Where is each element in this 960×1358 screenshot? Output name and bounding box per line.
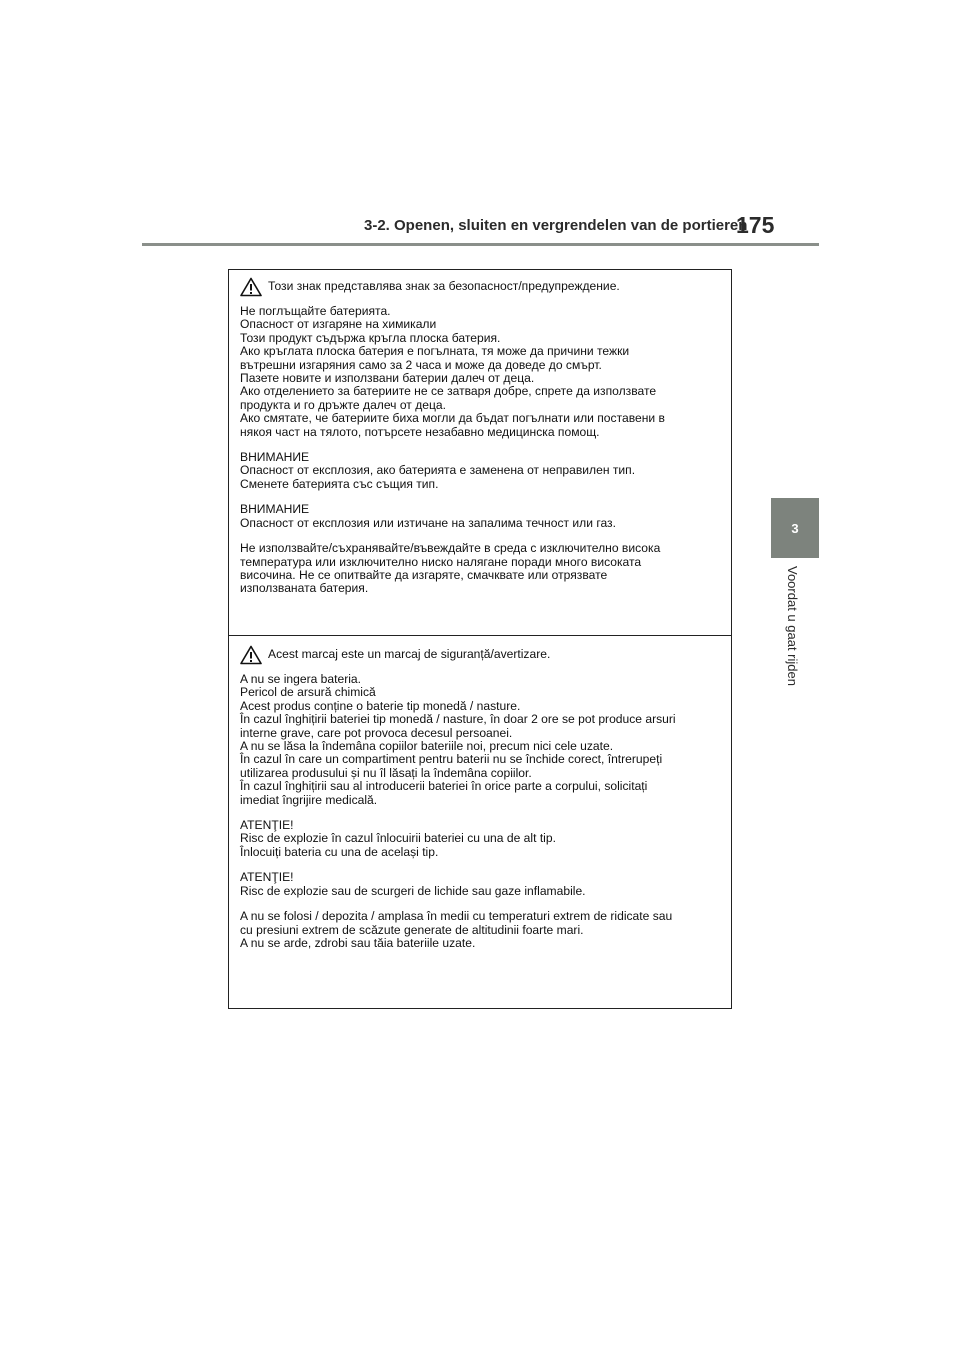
text-line: ATENŢIE!	[240, 818, 294, 833]
text-line: ВНИМАНИЕ	[240, 502, 310, 517]
bulgarian-paragraph-4	[240, 542, 721, 596]
chapter-side-label: Voordat u gaat rijden	[785, 566, 800, 686]
romanian-paragraph-2	[240, 819, 721, 859]
text-line: вътрешни изгаряния само за 2 часа и може да доведе до смърт.	[240, 357, 602, 372]
bulgarian-paragraph-2	[240, 451, 721, 491]
text-line: A nu se ingera bateria.	[240, 672, 362, 686]
text-line: Опасност от експлозия, ако батерията е заменена от неправилен тип.	[240, 463, 636, 478]
text-line: În cazul înghițirii bateriei tip monedă / nasture, în doar 2 ore se pot produce arsuri	[240, 712, 676, 727]
bulgarian-paragraph-3	[240, 503, 721, 530]
bulgarian-warning-header	[240, 278, 721, 295]
romanian-paragraph-1	[240, 673, 721, 807]
text-line: ВНИМАНИЕ	[240, 450, 310, 465]
romanian-warning-section	[240, 646, 721, 962]
page-number: 175	[736, 212, 775, 238]
text-line: Ако отделението за батериите не се затваря добре, спрете да използвате	[240, 384, 657, 399]
text-line: Risc de explozie sau de scurgeri de lichide sau gaze inflamabile.	[240, 883, 586, 898]
text-line: продукта и го дръжте далеч от деца.	[240, 397, 447, 412]
bulgarian-warning-heading: Този знак представлява знак за безопасност/предупреждение.	[268, 278, 620, 293]
bulgarian-warning-section	[240, 278, 721, 608]
text-line: Ако кръглата плоска батерия е погълната, тя може да причини тежки	[240, 344, 630, 359]
text-line: Опасност от изгаряне на химикали	[240, 317, 437, 332]
romanian-paragraph-3	[240, 871, 721, 898]
warning-triangle-icon	[240, 645, 262, 665]
text-line: utilizarea produsului și nu îl lăsați la îndemâna copiilor.	[240, 765, 532, 780]
header-divider	[142, 243, 819, 246]
text-line: Ако смятате, че батериите биха могли да бъдат погълнати или поставени в	[240, 411, 665, 426]
text-line: Pericol de arsură chimică	[240, 685, 376, 700]
text-line: Acest produs conține o baterie tip monedă / nasture.	[240, 698, 521, 713]
text-line: În cazul înghițirii sau al introducerii bateriei în orice parte a corpului, solicitați	[240, 779, 648, 794]
text-line: interne grave, care pot provoca decesul persoanei.	[240, 725, 513, 740]
text-line: Пазете новите и използвани батерии далеч от деца.	[240, 371, 535, 386]
warning-box	[228, 269, 732, 1009]
text-line: използваната батерия.	[240, 581, 369, 596]
text-line: În cazul în care un compartiment pentru baterii nu se închide corect, întrerupeți	[240, 752, 663, 767]
language-divider	[229, 635, 731, 636]
text-line: Опасност от експлозия или изтичане на запалима течност или газ.	[240, 515, 616, 530]
text-line: A nu se lăsa la îndemâna copiilor bateriile noi, precum nici cele uzate.	[240, 739, 614, 754]
text-line: Не използвайте/съхранявайте/въвеждайте в среда с изключително висока	[240, 541, 661, 556]
bulgarian-paragraph-1	[240, 305, 721, 439]
text-line: Не поглъщайте батерията.	[240, 304, 391, 318]
text-line: Risc de explozie în cazul înlocuirii bateriei cu una de alt tip.	[240, 831, 556, 846]
text-line: A nu se folosi / depozita / amplasa în medii cu temperaturi extrem de ridicate sau	[240, 909, 673, 924]
chapter-tab	[771, 498, 819, 558]
section-title: 3-2. Openen, sluiten en vergrendelen van de portieren	[364, 217, 748, 234]
warning-triangle-icon	[240, 277, 262, 297]
text-line: температура или изключително ниско налягане поради много високата	[240, 554, 642, 569]
chapter-number: 3	[791, 520, 799, 536]
text-line: ATENŢIE!	[240, 870, 294, 885]
romanian-warning-heading: Acest marcaj este un marcaj de siguranță/avertizare.	[268, 646, 551, 661]
text-line: imediat îngrijire medicală.	[240, 792, 378, 807]
text-line: някоя част на тялото, потърсете незабавно медицинска помощ.	[240, 424, 600, 439]
text-line: Înlocuiți bateria cu una de același tip.	[240, 844, 439, 859]
text-line: A nu se arde, zdrobi sau tăia bateriile uzate.	[240, 935, 476, 950]
romanian-warning-header	[240, 646, 721, 663]
text-line: cu presiuni extrem de scăzute generate de altitudinii foarte mari.	[240, 922, 584, 937]
text-line: Този продукт съдържа кръгла плоска батерия.	[240, 330, 501, 345]
romanian-paragraph-4	[240, 910, 721, 950]
text-line: Сменете батерията със същия тип.	[240, 476, 439, 491]
text-line: височина. Не се опитвайте да изгаряте, смачквате или отрязвате	[240, 567, 608, 582]
